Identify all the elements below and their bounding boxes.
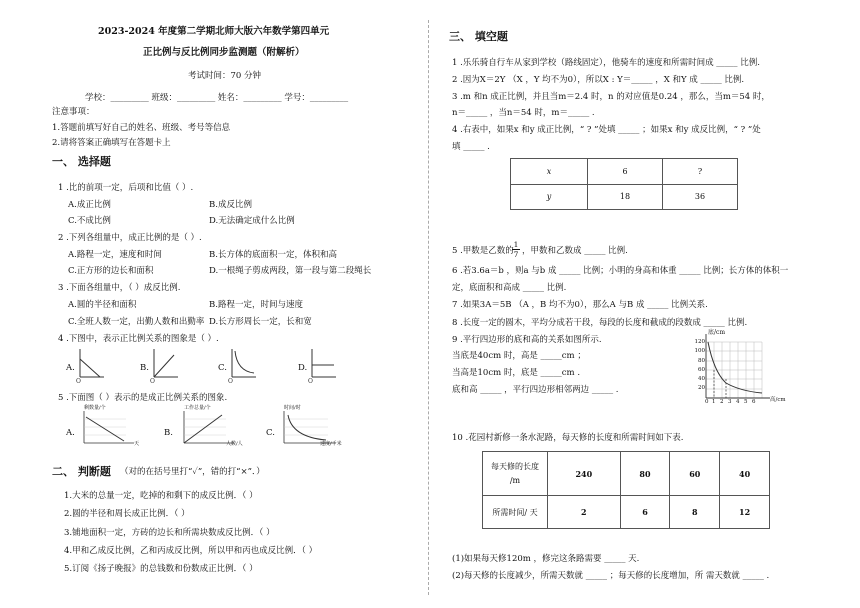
table-cell: 40	[720, 452, 770, 496]
y-tick: 20	[698, 385, 705, 392]
mc-q1-option-a: A.成正比例	[68, 200, 111, 210]
x-tick: 6	[752, 399, 756, 405]
table-cell: y	[511, 184, 588, 210]
mc-q2: 2 .下列各组量中，成正比例的是（ ）.	[58, 233, 202, 243]
q5-a-xtitle: 天	[134, 441, 140, 447]
q4-label-c: C.	[218, 363, 227, 373]
y-tick: 80	[698, 357, 705, 364]
section-2-hint: （对的在括号里打“✓”，错的打“×”．）	[120, 467, 265, 477]
q4-label-d: D.	[298, 363, 308, 373]
table-cell: 36	[663, 184, 738, 210]
x-tick: 1	[712, 399, 716, 405]
table-header-line: 每天修的长度	[491, 461, 539, 471]
x-tick: 3	[728, 399, 732, 405]
fill-q7: 7 .如果3A＝5B （A ，B 均不为0），那么A 与B 成 _____ 比例关系.	[452, 300, 708, 310]
table-cell: 6	[588, 159, 663, 185]
mc-q2-option-c: C.正方形的边长和面积	[68, 266, 154, 276]
mc-q2-option-d: D.一根绳子剪成两段，第一段与第二段绳长	[209, 266, 372, 276]
section-1-heading: 一、 选择题	[52, 155, 111, 168]
fraction	[512, 240, 520, 259]
table-cell: x	[511, 159, 588, 185]
fill-q8: 8 .长度一定的圆木，平均分成若干段，每段的长度和截成的段数成 _____ 比例.	[452, 318, 748, 328]
fill-q4-line2: 填 _____ .	[452, 142, 490, 152]
x-tick: 5	[744, 399, 748, 405]
table-cell: 240	[548, 452, 621, 496]
mc-q2-option-b: B.长方体的底面积一定，体积和高	[209, 250, 337, 260]
q5-c-xtitle: 速度/千米	[320, 441, 342, 447]
doc-title-line1: 2023-2024 年度第二学期北师大版六年数学第四单元	[98, 26, 330, 37]
q4-graph-d	[308, 347, 338, 383]
fill-q10-part1: (1)如果每天修120m ，修完这条路需要 _____ 天.	[452, 554, 640, 564]
doc-title-line2: 正比例与反比例同步监测题（附解析）	[143, 47, 305, 58]
tf-q5: 5.订阅《扬子晚报》的总钱数和份数成正比例．（ ）	[64, 564, 258, 574]
fill-q9-a: 当底是40cm 时，高是 _____cm ；	[452, 351, 586, 361]
table-cell: 6	[620, 496, 670, 529]
mc-q3-option-a: A.圆的半径和面积	[68, 300, 137, 310]
svg-text:O: O	[228, 378, 233, 383]
table-cell: 8	[670, 496, 720, 529]
fraction-numerator: 1	[513, 240, 519, 249]
mc-q1-option-d: D.无法确定成什么比例	[209, 216, 295, 226]
mc-q1-option-c: C.不成比例	[68, 216, 111, 226]
x-tick: 2	[720, 399, 724, 405]
tf-q2: 2.圆的半径和周长成正比例．（ ）	[64, 509, 190, 519]
mc-q1: 1 .比的前项一定，后项和比值（ ）.	[58, 183, 194, 193]
table-cell: 2	[548, 496, 621, 529]
fill-q10: 10 .花园村新修一条水泥路，每天修的长度和所需时间如下表.	[452, 433, 684, 443]
mc-q1-option-b: B.成反比例	[209, 200, 252, 210]
y-tick: 40	[698, 376, 705, 383]
section-2-heading: 二、 判断题	[52, 465, 111, 478]
fill-q5: 5 .甲数是乙数的	[452, 246, 514, 256]
note-1: 1.答题前填写好自己的姓名、班级、考号等信息	[52, 123, 231, 133]
exam-time: 考试时间：70 分钟	[188, 71, 262, 81]
svg-text:O: O	[308, 378, 313, 383]
fraction-denominator: 7	[513, 250, 519, 259]
q4-graph-b	[150, 347, 180, 383]
student-info-line: 学校：_________ 班级：_________ 姓名：_________ 学号：_________	[85, 93, 349, 103]
table-cell: 60	[670, 452, 720, 496]
mc-q4: 4 .下图中，表示正比例关系的图象是（ ）.	[58, 334, 219, 344]
table-cell: 18	[588, 184, 663, 210]
q5-label-a: A.	[66, 428, 75, 438]
q4-label-a: A.	[66, 363, 75, 373]
fill-q10-part2: (2)每天修的长度减少，所需天数就 _____ ；每天修的长度增加，所 需天数就 _____ .	[452, 571, 770, 581]
mc-q5: 5 .下面图（ ）表示的是成正比例关系的图象.	[58, 393, 228, 403]
note-2: 2.请将答案正确填写在答题卡上	[52, 138, 171, 148]
q9-graph-yticks	[694, 338, 705, 394]
fill-q9-c: 底和高 _____ ，平行四边形相邻两边 _____ .	[452, 385, 619, 395]
mc-q3-option-b: B.路程一定，时间与速度	[209, 300, 303, 310]
tf-q1: 1.大米的总量一定，吃掉的和剩下的成反比例．（ ）	[64, 491, 258, 501]
q9-graph-xtitle: 高/cm	[770, 397, 786, 403]
svg-text:O: O	[76, 378, 81, 383]
mc-q2-option-a: A.路程一定，速度和时间	[68, 250, 162, 260]
q5-b-ytitle: 工作总量/个	[184, 405, 211, 411]
table-header-cell: 所需时间/ 天	[483, 496, 548, 529]
tf-q4: 4.甲和乙成反比例，乙和丙成反比例，所以甲和丙也成反比例．（ ）	[64, 546, 318, 556]
fill-q9-b: 当高是10cm 时，底是 _____cm .	[452, 368, 581, 378]
table-cell: 12	[720, 496, 770, 529]
mc-q3: 3 .下面各组量中，（ ）成反比例.	[58, 283, 181, 293]
mc-q3-option-c: C.全班人数一定，出勤人数和出勤率	[68, 317, 205, 327]
column-divider	[428, 20, 429, 595]
x-tick: 0	[705, 399, 709, 405]
fill-q6-line2: 定，底面积和高成 _____ 比例.	[452, 283, 567, 293]
road-table	[482, 451, 770, 529]
xy-table	[510, 158, 738, 210]
y-tick: 60	[698, 366, 705, 373]
q4-graph-c	[228, 347, 258, 383]
table-cell: ?	[663, 159, 738, 185]
q9-graph-ytitle: 底/cm	[708, 329, 726, 336]
y-tick: 120	[694, 339, 705, 345]
tf-q3: 3.铺地面积一定，方砖的边长和所需块数成反比例．（ ）	[64, 528, 275, 538]
y-tick: 100	[694, 348, 705, 355]
q5-c-ytitle: 时间/时	[284, 405, 301, 411]
x-tick: 4	[736, 399, 740, 405]
q4-graph-a	[76, 347, 106, 383]
fill-q2: 2 .因为X＝2Y （X ，Y 均不为0），所以X : Y＝_____ ，X 和Y 成 _____ 比例.	[452, 75, 745, 85]
q4-label-b: B.	[140, 363, 149, 373]
fill-q3-line2: n＝_____ ，当n＝54 时，m＝_____ .	[452, 108, 595, 118]
q5-b-xtitle: 人数/人	[226, 441, 243, 447]
section-3-heading: 三、 填空题	[449, 30, 508, 43]
q5-label-b: B.	[164, 428, 173, 438]
fill-q5-tail: ，甲数和乙数成 _____ 比例.	[522, 246, 628, 256]
fill-q9: 9 .平行四边形的底和高的关系如图所示.	[452, 335, 602, 345]
q5-a-ytitle: 剩数量/个	[84, 405, 106, 411]
q5-label-c: C.	[266, 428, 275, 438]
svg-text:O: O	[150, 378, 155, 383]
fill-q6-line1: 6 .若3.6a＝b ，则a 与b 成 _____ 比例；小明的身高和体重 _____ 比例；长方体的体积一	[452, 266, 789, 276]
fill-q1: 1 .乐乐骑自行车从家到学校（路线固定），他骑车的速度和所需时间成 _____ 比例.	[452, 58, 760, 68]
notes-label: 注意事项：	[52, 107, 95, 117]
table-header-cell	[483, 452, 548, 496]
table-cell: 80	[620, 452, 670, 496]
mc-q3-option-d: D.长方形周长一定，长和宽	[209, 317, 312, 327]
table-header-line: /m	[509, 475, 521, 485]
fill-q3-line1: 3 .m 和n 成正比例，并且当m＝2.4 时，n 的对应值是0.24 ，那么，当m＝54 时，	[452, 92, 770, 102]
fill-q4-line1: 4 .右表中，如果x 和y 成正比例，“ ? ”处填 _____ ；如果x 和y 成反比例，“ ? ”处	[452, 125, 761, 135]
